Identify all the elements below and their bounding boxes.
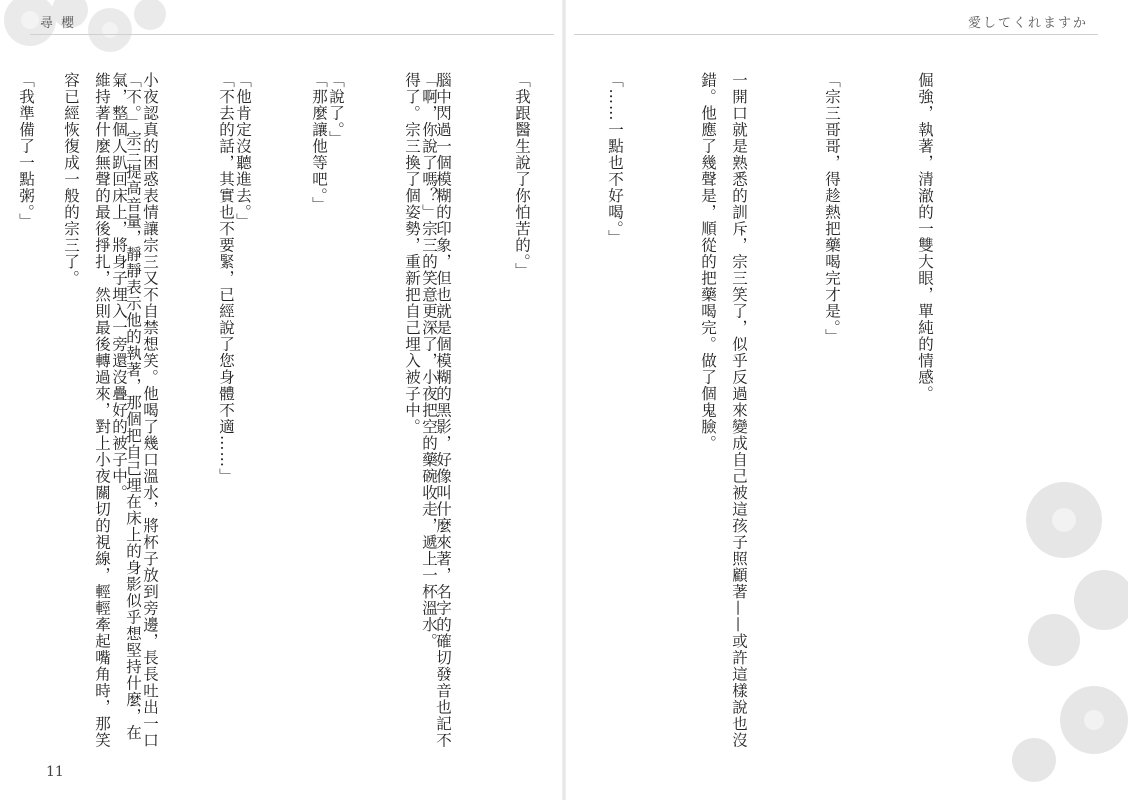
paragraph: 「我準備了一點粥。」 [17,72,35,230]
paragraph: 「說了。」 [327,72,345,147]
paragraph: 「啊，你說了嗎？」宗三的笑意更深了，小夜把空的藥碗收走，遞上一杯溫水。 [420,72,438,650]
paragraph: 小夜認真的困惑表情讓宗三又不自禁想笑。他喝了幾口溫水，將杯子放到旁邊，長長吐出一口氣，整個人趴回床上，將身子埋入一旁還沒疊好的被子中。 [110,72,159,749]
paragraph: 腦中閃過一個模糊的印象，但也就是個模糊的黑影，好像叫什麼來著，名字的確切發音也記不得了。宗三換了個姿勢，重新把自己埋入被子中。 [403,72,452,749]
paragraph: 「那麼讓他等吧。」 [310,72,328,213]
paragraph: 一開口就是熟悉的訓斥，宗三笑了，似乎反過來變成自己被這孩子照顧著——或許這樣說也沒錯。他應了幾聲是，順從的把藥喝完。做了個鬼臉。 [699,72,748,749]
header-rule [574,34,1098,35]
paragraph: 「……一點也不好喝。」 [606,72,624,246]
paragraph: 「不去的話，其實也不要緊，已經說了您身體不適……」 [217,72,235,485]
running-head: 尋 櫻 [40,16,77,31]
running-head: 愛してくれますか [967,16,1088,31]
paragraph: 「我跟醫生說了你怕苦的。」 [513,72,531,279]
page-number: 11 [46,764,64,780]
paragraph: 「宗三哥哥，得趁熱把藥喝完才是。」 [823,72,841,345]
paragraph: 「不。」宗三提高音量，靜靜表示他的執著，那個把自己埋在床上的身影似乎想堅持什麼，在維持著什麼無聲的最後掙扎，然則最後轉過來，對上小夜關切的視線，輕輕牽起嘴角時，那笑容已經恢復成一般的宗三了。 [62,72,142,749]
header-rule [30,34,554,35]
paragraph: 倔強，執著，清澈的一雙大眼，單純的情感。 [916,72,934,402]
paragraph: 「他肯定沒聽進去。」 [234,72,252,230]
